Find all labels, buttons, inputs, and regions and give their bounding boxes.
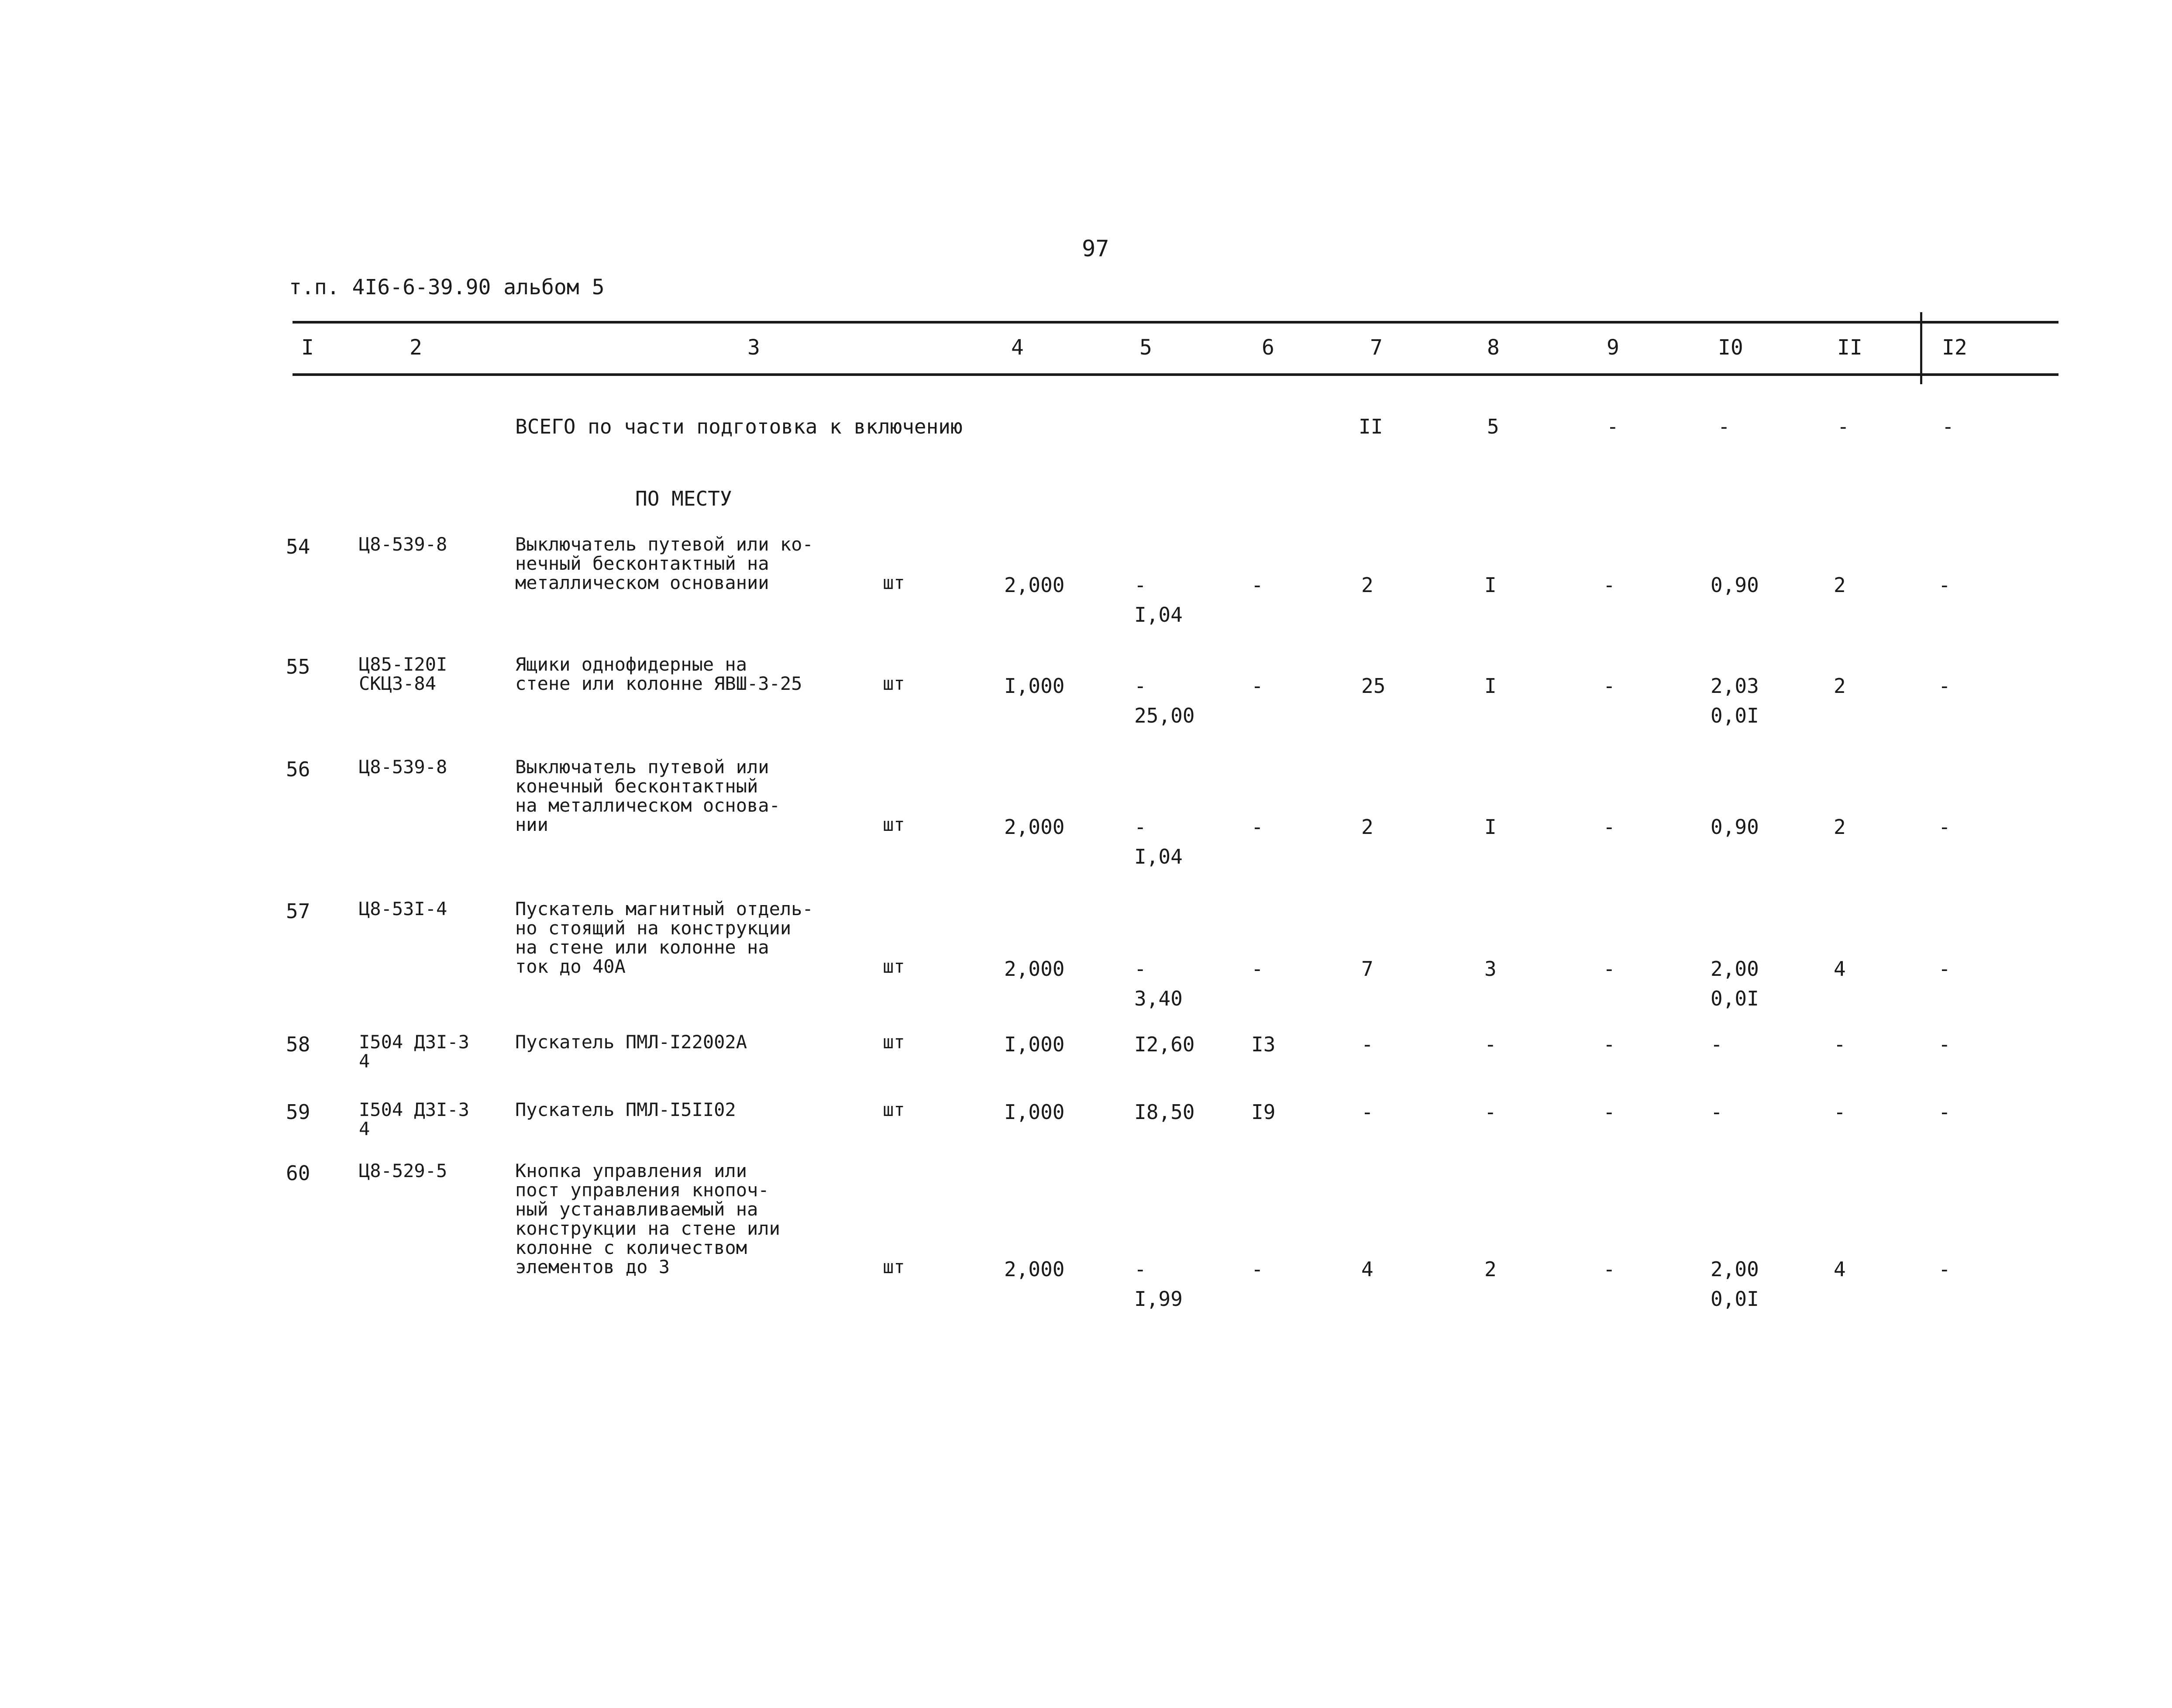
row-description-line: стене или колонне ЯВШ-3-25 xyxy=(515,673,802,694)
row-col-6: I3 xyxy=(1251,1033,1276,1056)
row-col-5-sub: 3,40 xyxy=(1134,987,1183,1010)
row-col-10-sub: 0,0I xyxy=(1711,987,1759,1010)
row-col-8: I xyxy=(1484,674,1497,698)
col-header-1: I xyxy=(301,335,314,360)
row-description-line: нечный бесконтактный на xyxy=(515,553,769,574)
row-col-10: 2,03 xyxy=(1711,674,1759,698)
row-quantity: 2,000 xyxy=(1004,1257,1065,1281)
row-col-12: - xyxy=(1938,573,1951,597)
col-header-11: II xyxy=(1837,335,1862,360)
document-reference: т.п. 4I6-6-39.90 альбом 5 xyxy=(289,275,605,300)
row-col-12: - xyxy=(1938,815,1951,839)
row-col-9: - xyxy=(1603,1100,1615,1124)
row-col-5: - xyxy=(1134,815,1146,839)
row-unit: шт xyxy=(883,1031,905,1053)
row-description-line: Выключатель путевой или ко- xyxy=(515,534,813,555)
row-code-line: Ц85-I20I xyxy=(359,654,447,675)
total-col-11: - xyxy=(1837,415,1849,438)
total-col-9: - xyxy=(1607,415,1619,438)
total-col-10: - xyxy=(1718,415,1730,438)
row-col-7: 2 xyxy=(1361,815,1373,839)
table-top-rule xyxy=(293,321,2058,324)
row-col-5: I2,60 xyxy=(1134,1033,1195,1056)
row-col-10: 0,90 xyxy=(1711,815,1759,839)
row-description-line: Пускатель ПМЛ-I22002А xyxy=(515,1031,747,1053)
row-unit: шт xyxy=(883,673,905,694)
row-col-9: - xyxy=(1603,573,1615,597)
row-col-8: - xyxy=(1484,1100,1497,1124)
row-number: 57 xyxy=(286,899,310,923)
row-col-7: 2 xyxy=(1361,573,1373,597)
row-col-5-sub: I,04 xyxy=(1134,603,1183,627)
row-number: 59 xyxy=(286,1100,310,1124)
row-description-line: элементов до 3 xyxy=(515,1256,670,1278)
row-description-line: на стене или колонне на xyxy=(515,937,769,958)
row-number: 60 xyxy=(286,1161,310,1185)
row-col-7: - xyxy=(1361,1100,1373,1124)
row-col-10-sub: 0,0I xyxy=(1711,704,1759,727)
row-col-5: - xyxy=(1134,674,1146,698)
row-description-line: Ящики однофидерные на xyxy=(515,654,747,675)
row-description-line: Выключатель путевой или xyxy=(515,756,769,778)
row-quantity: I,000 xyxy=(1004,1100,1065,1124)
row-description-line: Кнопка управления или xyxy=(515,1160,747,1181)
row-col-11: 4 xyxy=(1834,1257,1846,1281)
row-code-line: Ц8-529-5 xyxy=(359,1160,447,1181)
row-col-12: - xyxy=(1938,1257,1951,1281)
row-col-10: 0,90 xyxy=(1711,573,1759,597)
row-description-line: Пускатель магнитный отдель- xyxy=(515,898,813,919)
table-header-bottom-rule xyxy=(293,373,2058,376)
row-col-5-sub: I,04 xyxy=(1134,845,1183,868)
row-code-line: 4 xyxy=(359,1118,370,1140)
row-unit: шт xyxy=(883,814,905,835)
row-number: 58 xyxy=(286,1033,310,1056)
col-header-9: 9 xyxy=(1607,335,1619,360)
row-col-8: I xyxy=(1484,573,1497,597)
row-col-12: - xyxy=(1938,1100,1951,1124)
row-description-line: конечный бесконтактный xyxy=(515,775,758,797)
col-header-3: 3 xyxy=(747,335,760,360)
row-col-9: - xyxy=(1603,815,1615,839)
row-col-5: - xyxy=(1134,573,1146,597)
row-col-10: 2,00 xyxy=(1711,957,1759,981)
row-unit: шт xyxy=(883,956,905,977)
section-heading: ПО МЕСТУ xyxy=(635,487,732,510)
row-col-11: 2 xyxy=(1834,674,1846,698)
col-header-12: I2 xyxy=(1942,335,1967,360)
row-description-line: ный устанавливаемый на xyxy=(515,1198,758,1220)
row-number: 56 xyxy=(286,758,310,781)
row-col-10: 2,00 xyxy=(1711,1257,1759,1281)
row-col-9: - xyxy=(1603,1257,1615,1281)
row-unit: шт xyxy=(883,572,905,593)
row-col-5: - xyxy=(1134,957,1146,981)
row-code-line: Ц8-539-8 xyxy=(359,756,447,778)
row-col-10: - xyxy=(1711,1100,1723,1124)
row-description-line: колонне с количеством xyxy=(515,1237,747,1258)
row-col-6: - xyxy=(1251,573,1263,597)
row-description-line: металлическом основании xyxy=(515,572,769,593)
row-unit: шт xyxy=(883,1099,905,1120)
row-col-11: - xyxy=(1834,1033,1846,1056)
row-description-line: ток до 40А xyxy=(515,956,626,977)
row-col-9: - xyxy=(1603,1033,1615,1056)
row-col-6: - xyxy=(1251,957,1263,981)
row-quantity: I,000 xyxy=(1004,674,1065,698)
row-description-line: нии xyxy=(515,814,548,835)
page-number: 97 xyxy=(1082,236,1109,262)
row-col-6: - xyxy=(1251,674,1263,698)
row-quantity: 2,000 xyxy=(1004,815,1065,839)
row-col-11: 2 xyxy=(1834,573,1846,597)
row-col-9: - xyxy=(1603,674,1615,698)
col-header-7: 7 xyxy=(1370,335,1383,360)
row-code-line: 4 xyxy=(359,1050,370,1072)
row-description-line: но стоящий на конструкции xyxy=(515,917,792,939)
row-col-12: - xyxy=(1938,674,1951,698)
row-quantity: 2,000 xyxy=(1004,957,1065,981)
row-description-line: на металлическом основа- xyxy=(515,795,780,816)
row-col-11: 2 xyxy=(1834,815,1846,839)
row-col-5: I8,50 xyxy=(1134,1100,1195,1124)
row-col-8: 3 xyxy=(1484,957,1497,981)
total-col-12: - xyxy=(1942,415,1954,438)
col-header-8: 8 xyxy=(1487,335,1500,360)
row-col-10-sub: 0,0I xyxy=(1711,1287,1759,1311)
row-quantity: 2,000 xyxy=(1004,573,1065,597)
row-description-line: конструкции на стене или xyxy=(515,1218,780,1239)
row-col-11: 4 xyxy=(1834,957,1846,981)
row-code-line: Ц8-53I-4 xyxy=(359,898,447,919)
row-col-5-sub: 25,00 xyxy=(1134,704,1195,727)
row-col-5-sub: I,99 xyxy=(1134,1287,1183,1311)
row-number: 54 xyxy=(286,535,310,558)
row-col-12: - xyxy=(1938,957,1951,981)
row-col-7: 4 xyxy=(1361,1257,1373,1281)
col-header-6: 6 xyxy=(1262,335,1274,360)
column-12-divider xyxy=(1920,312,1922,384)
row-col-7: 25 xyxy=(1361,674,1386,698)
row-code-line: СКЦ3-84 xyxy=(359,673,437,694)
row-description-line: Пускатель ПМЛ-I5II02 xyxy=(515,1099,736,1120)
row-col-9: - xyxy=(1603,957,1615,981)
col-header-10: I0 xyxy=(1718,335,1743,360)
row-code-line: Ц8-539-8 xyxy=(359,534,447,555)
row-unit: шт xyxy=(883,1256,905,1278)
row-col-11: - xyxy=(1834,1100,1846,1124)
row-col-5: - xyxy=(1134,1257,1146,1281)
row-col-6: - xyxy=(1251,815,1263,839)
row-col-7: - xyxy=(1361,1033,1373,1056)
row-quantity: I,000 xyxy=(1004,1033,1065,1056)
col-header-5: 5 xyxy=(1139,335,1152,360)
row-col-8: I xyxy=(1484,815,1497,839)
total-col-7: II xyxy=(1359,415,1383,438)
total-col-8: 5 xyxy=(1487,415,1499,438)
row-code-line: I504 Д3I-3 xyxy=(359,1031,469,1053)
col-header-2: 2 xyxy=(410,335,422,360)
row-code-line: I504 Д3I-3 xyxy=(359,1099,469,1120)
row-number: 55 xyxy=(286,655,310,678)
col-header-4: 4 xyxy=(1011,335,1024,360)
total-label: ВСЕГО по части подготовка к включению xyxy=(515,415,963,438)
row-col-6: I9 xyxy=(1251,1100,1276,1124)
row-col-12: - xyxy=(1938,1033,1951,1056)
row-col-7: 7 xyxy=(1361,957,1373,981)
row-col-10: - xyxy=(1711,1033,1723,1056)
row-col-8: - xyxy=(1484,1033,1497,1056)
row-description-line: пост управления кнопоч- xyxy=(515,1179,769,1201)
row-col-8: 2 xyxy=(1484,1257,1497,1281)
row-col-6: - xyxy=(1251,1257,1263,1281)
